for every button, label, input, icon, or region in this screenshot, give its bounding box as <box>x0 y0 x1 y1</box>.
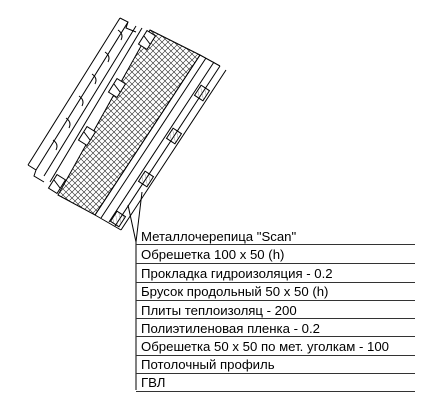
layer-label-metal-tile: Металлочерепица "Scan" <box>141 229 297 244</box>
layer-label-longitudinal-bar: Брусок продольный 50 х 50 (h) <box>141 284 329 299</box>
layer-label-ceiling-profile: Потолочный профиль <box>141 357 275 372</box>
layer-divider <box>136 336 415 337</box>
layer-label-batten-50x50: Обрешетка 50 х 50 по мет. уголкам - 100 <box>141 339 390 354</box>
layer-divider <box>136 300 415 301</box>
layer-label-insulation: Плиты теплоизоляц - 200 <box>141 303 297 318</box>
layer-divider <box>136 391 415 392</box>
layer-label-gypsum-board: ГВЛ <box>141 375 166 390</box>
layer-divider <box>136 244 415 245</box>
layer-divider <box>136 318 415 319</box>
layer-label-pe-film: Полиэтиленовая пленка - 0.2 <box>141 321 320 336</box>
insulation-hatch <box>58 30 200 215</box>
layer-label-waterproofing: Прокладка гидроизоляция - 0.2 <box>141 266 333 281</box>
layer-divider <box>136 263 415 264</box>
layer-label-batten-100x50: Обрешетка 100 х 50 (h) <box>141 247 285 262</box>
